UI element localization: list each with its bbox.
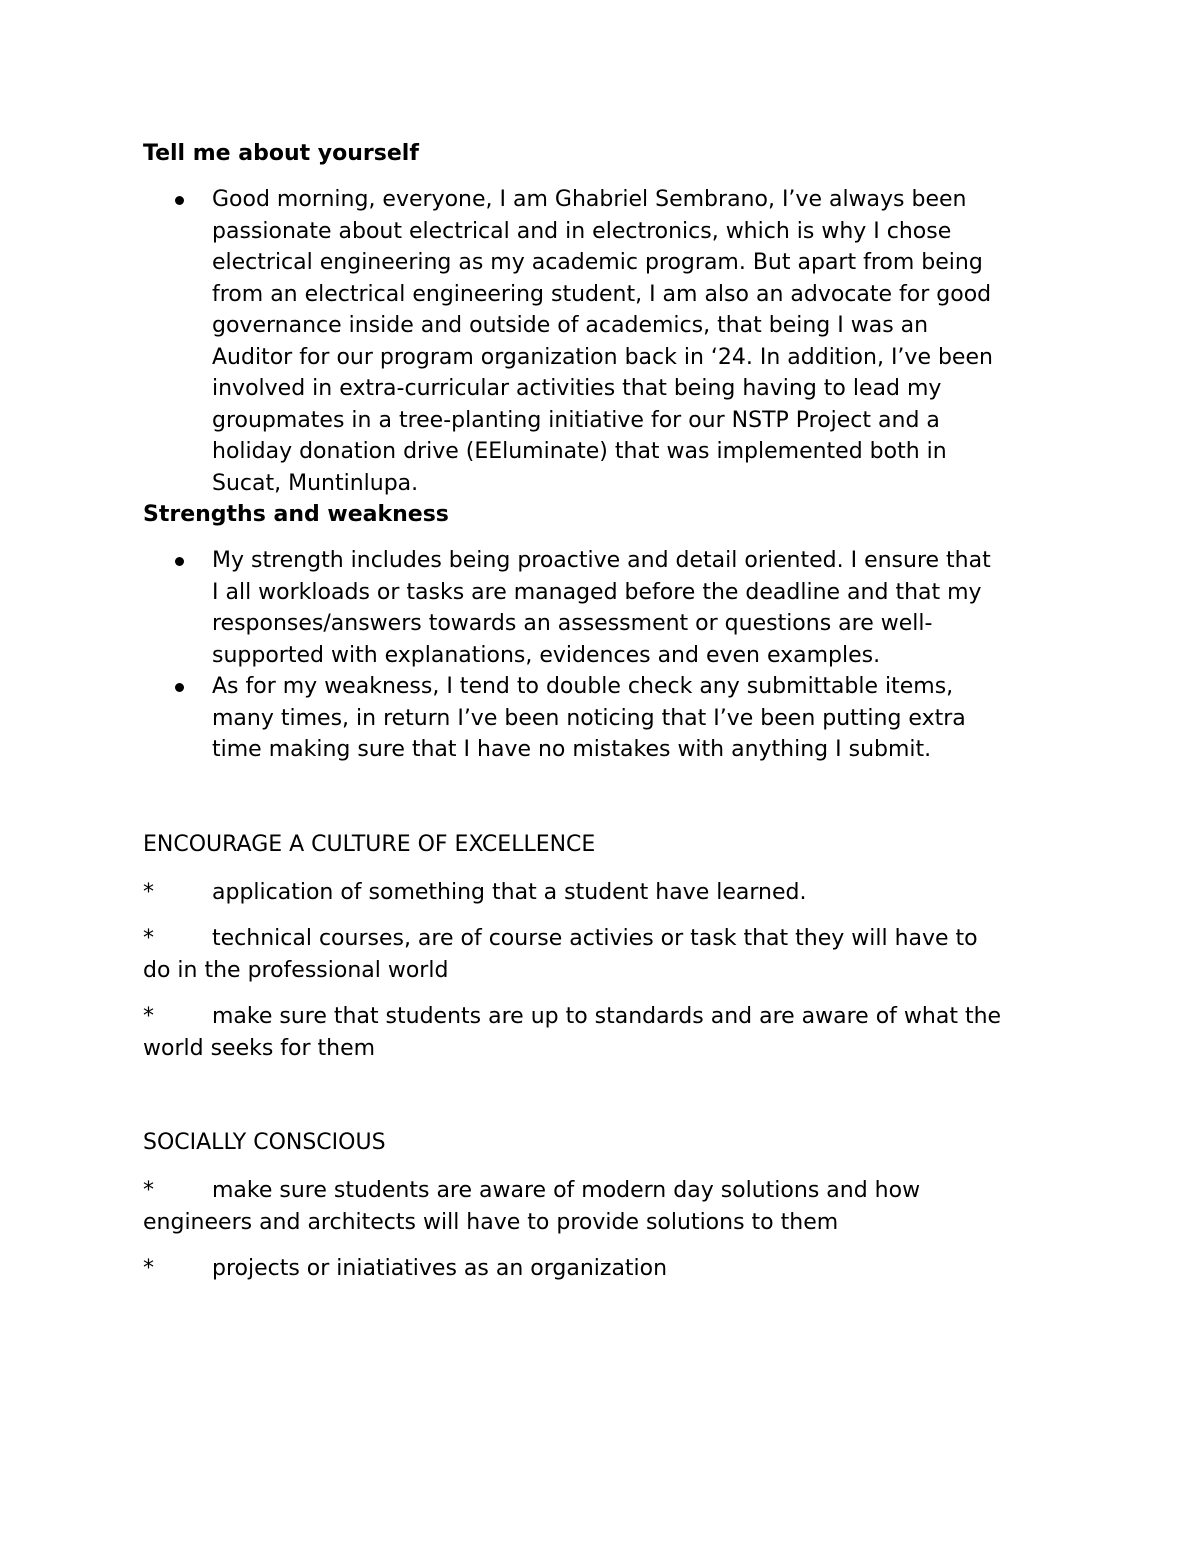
text-line: time making sure that I have no mistakes with anything I submit. bbox=[212, 737, 932, 762]
text-line: make sure students are aware of modern day solutions and how bbox=[212, 1178, 921, 1203]
asterisk-marker: * bbox=[143, 1178, 154, 1203]
text-line: engineers and architects will have to provide solutions to them bbox=[143, 1209, 839, 1235]
heading-tell-me-about-yourself: Tell me about yourself bbox=[143, 141, 419, 166]
text-line: world seeks for them bbox=[143, 1035, 376, 1061]
text-line: do in the professional world bbox=[143, 957, 449, 983]
asterisk-marker: * bbox=[143, 879, 154, 905]
text-line: As for my weakness, I tend to double check any submittable items, bbox=[212, 674, 954, 699]
bullet-dot-icon bbox=[175, 683, 184, 692]
text-line: application of something that a student have learned. bbox=[212, 879, 807, 905]
bullet-dot-icon bbox=[175, 557, 184, 566]
bullet-list-yourself bbox=[143, 184, 1063, 499]
text-line: make sure that students are up to standards and are aware of what the bbox=[212, 1004, 1002, 1029]
star-list-item bbox=[143, 1175, 1063, 1238]
asterisk-marker: * bbox=[143, 926, 154, 951]
text-line: passionate about electrical and in electronics, which is why I chose bbox=[212, 218, 952, 244]
text-line: holiday donation drive (EEluminate) that was implemented both in bbox=[212, 439, 947, 464]
heading-strengths-and-weakness: Strengths and weakness bbox=[143, 502, 449, 527]
star-list-item bbox=[143, 1001, 1063, 1064]
bullet-item bbox=[143, 671, 1063, 766]
text-line: projects or iniatiatives as an organization bbox=[212, 1256, 668, 1281]
asterisk-marker: * bbox=[143, 1004, 154, 1029]
document-body bbox=[143, 138, 1063, 1285]
bullet-dot-icon bbox=[175, 196, 184, 205]
text-line: governance inside and outside of academics, that being I was an bbox=[212, 313, 929, 338]
star-list-item bbox=[143, 877, 1063, 909]
text-line: Good morning, everyone, I am Ghabriel Sembrano, I’ve always been bbox=[212, 187, 967, 212]
text-line: from an electrical engineering student, I am also an advocate for good bbox=[212, 281, 992, 307]
text-line: supported with explanations, evidences and even examples. bbox=[212, 642, 881, 668]
text-line: groupmates in a tree-planting initiative for our NSTP Project and a bbox=[212, 407, 940, 433]
bullet-item bbox=[143, 184, 1063, 499]
text-line: My strength includes being proactive and detail oriented. I ensure that bbox=[212, 548, 991, 573]
bullet-item bbox=[143, 545, 1063, 671]
text-line: electrical engineering as my academic program. But apart from being bbox=[212, 250, 983, 275]
text-line: Sucat, Muntinlupa. bbox=[212, 470, 419, 496]
text-line: many times, in return I’ve been noticing that I’ve been putting extra bbox=[212, 705, 966, 731]
text-line: I all workloads or tasks are managed before the deadline and that my bbox=[212, 579, 982, 605]
heading-culture-of-excellence: ENCOURAGE A CULTURE OF EXCELLENCE bbox=[143, 831, 596, 857]
bullet-list-strengths bbox=[143, 545, 1063, 766]
asterisk-marker: * bbox=[143, 1256, 154, 1281]
text-line: involved in extra-curricular activities that being having to lead my bbox=[212, 376, 942, 401]
text-line: Auditor for our program organization back in ‘24. In addition, I’ve been bbox=[212, 344, 993, 370]
text-line: technical courses, are of course activies or task that they will have to bbox=[212, 926, 978, 951]
heading-socially-conscious: SOCIALLY CONSCIOUS bbox=[143, 1130, 386, 1155]
star-list-item bbox=[143, 1253, 1063, 1285]
star-list-item bbox=[143, 923, 1063, 986]
text-line: responses/answers towards an assessment or questions are well- bbox=[212, 611, 933, 636]
